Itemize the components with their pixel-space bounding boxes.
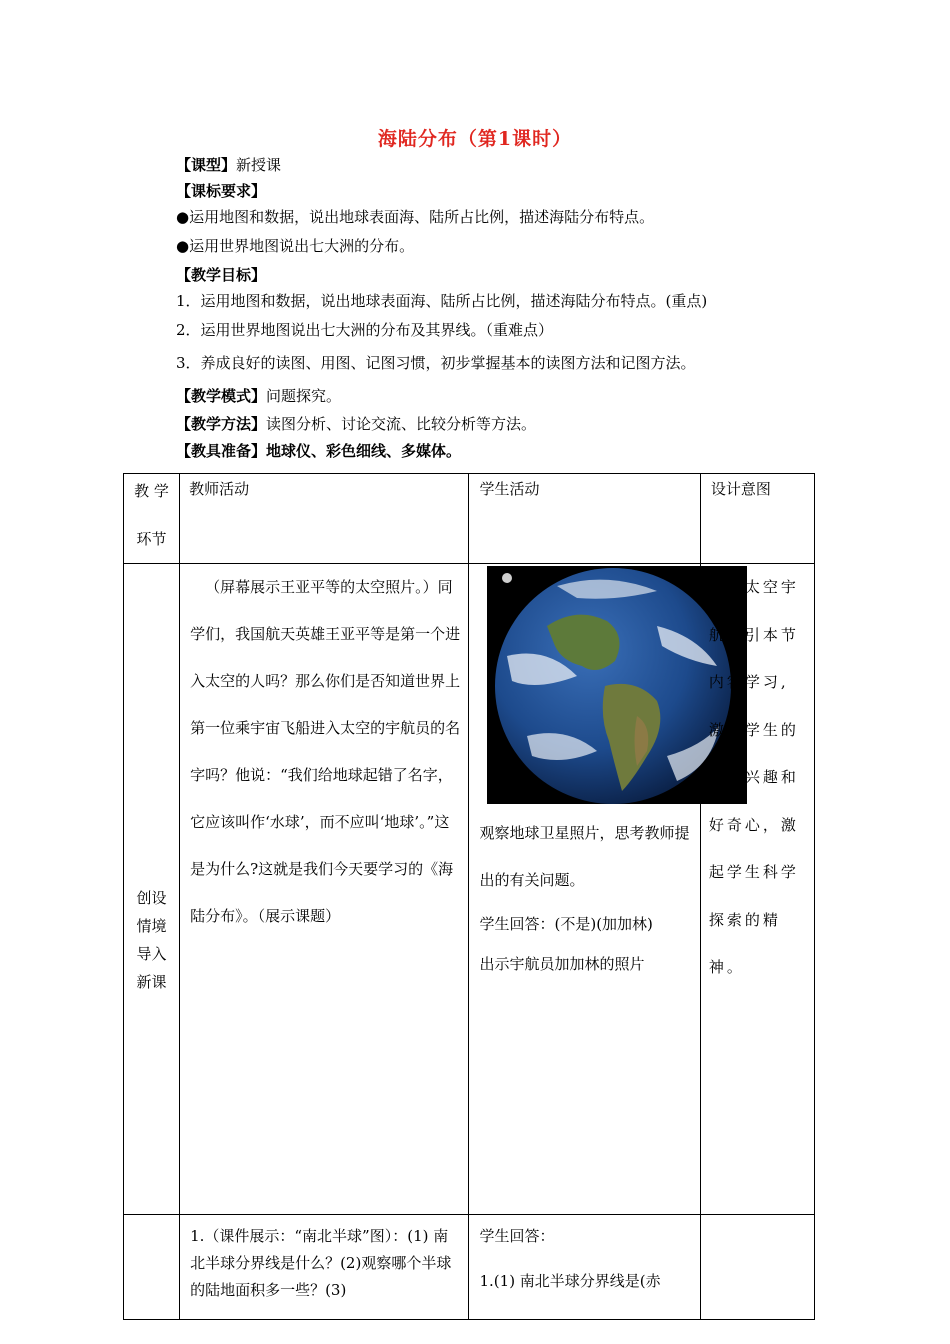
standard-item-2: ●运用世界地图说出七大洲的分布。 xyxy=(176,237,415,255)
tools-value: 地球仪、彩色细线、多媒体。 xyxy=(266,442,462,460)
header-stage-line2: 环节 xyxy=(136,530,167,548)
header-teacher xyxy=(180,474,469,564)
teacher-activity-text-2: 1.（课件展示：“南北半球”图）：(1) 南北半球分界线是什么？(2)观察哪个半球的陆地面积多一些？(3) xyxy=(190,1227,452,1299)
design-intent-text: 遨游太空宇航员引本节内容学习,激发学生的学习兴趣和好奇心，激起学生科学探索的精神。 xyxy=(708,578,799,976)
header-intent xyxy=(700,474,814,564)
header-student xyxy=(469,474,700,564)
header-stage-line1: 教 学 xyxy=(134,482,169,500)
header-intent-label: 设计意图 xyxy=(710,480,771,498)
tools-line xyxy=(176,441,461,461)
mode-label: 【教学模式】 xyxy=(176,387,267,405)
standards-label: 【课标要求】 xyxy=(176,182,267,200)
course-type-line xyxy=(176,155,281,175)
student-activity-text-1: 观察地球卫星照片，思考教师提出的有关问题。 xyxy=(479,824,690,889)
table-row xyxy=(124,1215,815,1320)
page-title: 海陆分布（第1课时） xyxy=(377,128,573,150)
design-intent-cell xyxy=(700,564,814,1215)
teacher-activity-cell xyxy=(180,564,469,1215)
course-type-value: 新授课 xyxy=(236,156,282,174)
goals-label: 【教学目标】 xyxy=(176,266,267,284)
teacher-activity-text: （屏幕展示王亚平等的太空照片。）同学们，我国航天英雄王亚平等是第一个进入太空的人吗？那么你们是否知道世界上第一位乘宇宙飞船进入太空的宇航员的名字吗？他说：“我们给地球起错了名字，它应该叫作‘水球’，而不应叫‘地球’。”这是为什么?这就是我们今天要学习的《海陆分布》。（展示课题） xyxy=(190,578,461,925)
teacher-activity-cell-2 xyxy=(180,1215,469,1320)
header-teacher-label: 教师活动 xyxy=(189,480,250,498)
method-line xyxy=(176,414,536,434)
design-intent-cell-2 xyxy=(700,1215,814,1320)
method-label: 【教学方法】 xyxy=(176,415,267,433)
stage-label: 创设情境导入新课 xyxy=(136,889,167,991)
student-activity-cell-2 xyxy=(469,1215,700,1320)
moon-icon xyxy=(502,573,512,583)
stage-cell-2 xyxy=(124,1215,180,1320)
goal-item-3: 3．养成良好的读图、用图、记图习惯，初步掌握基本的读图方法和记图方法。 xyxy=(176,354,696,372)
standards-heading xyxy=(176,181,266,201)
goal-item-1: 1．运用地图和数据，说出地球表面海、陆所占比例，描述海陆分布特点。(重点) xyxy=(176,292,708,310)
goals-heading xyxy=(176,265,266,285)
mode-value: 问题探究。 xyxy=(266,387,342,405)
standard-item-1: ●运用地图和数据，说出地球表面海、陆所占比例，描述海陆分布特点。 xyxy=(176,208,655,226)
table-header-row xyxy=(124,474,815,564)
student-activity-text-2: 学生回答：(不是)(加加林) xyxy=(479,915,653,933)
course-type-label: 【课型】 xyxy=(176,156,237,174)
header-student-label: 学生活动 xyxy=(479,480,540,498)
table-row xyxy=(124,564,815,1215)
header-stage xyxy=(124,474,180,564)
method-value: 读图分析、讨论交流、比较分析等方法。 xyxy=(266,415,537,433)
mode-line xyxy=(176,386,341,406)
student-activity-cell xyxy=(469,564,700,1215)
lesson-plan-table xyxy=(123,473,815,1320)
student-activity-text-3: 出示宇航员加加林的照片 xyxy=(479,955,645,973)
student-answer-label: 学生回答： xyxy=(479,1227,555,1245)
goal-item-2: 2．运用世界地图说出七大洲的分布及其界线。（重难点） xyxy=(176,321,554,339)
tools-label: 【教具准备】 xyxy=(176,442,267,460)
earth-photo-area xyxy=(479,564,691,810)
stage-cell xyxy=(124,564,180,1215)
student-answer-text: 1.(1) 南北半球分界线是(赤 xyxy=(479,1272,661,1290)
